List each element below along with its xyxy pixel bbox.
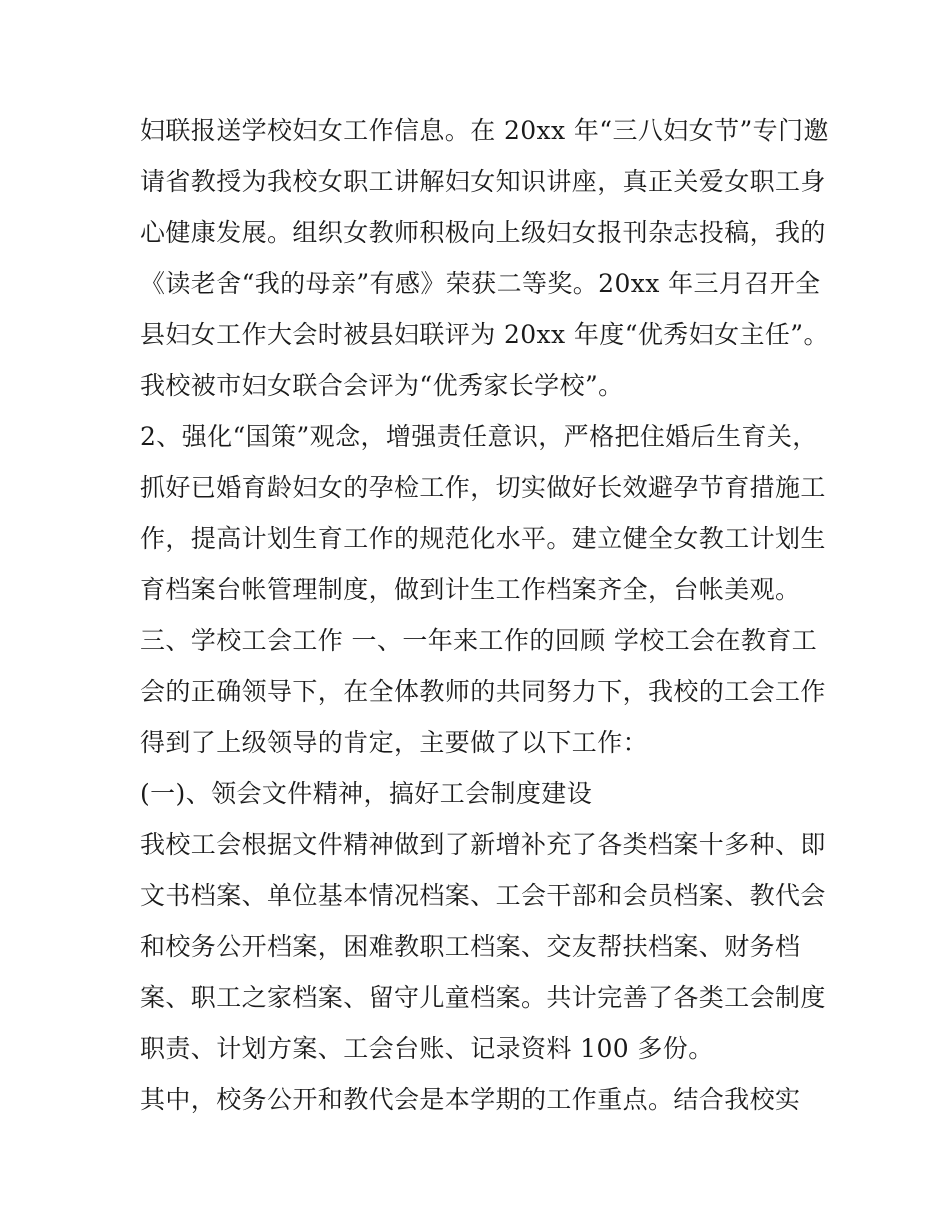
text-line: 我校工会根据文件精神做到了新增补充了各类档案十多种、即 xyxy=(140,830,826,859)
text-line: 《读老舍“我的母亲”有感》荣获二等奖。20xx 年三月召开全 xyxy=(140,269,821,298)
document-body xyxy=(140,112,830,1132)
text-line: 我校被市妇女联合会评为“优秀家长学校”。 xyxy=(140,371,624,400)
text-line: 县妇女工作大会时被县妇联评为 20xx 年度“优秀妇女主任”。 xyxy=(140,320,829,349)
section-heading: (一)、领会文件精神，搞好工会制度建设 xyxy=(140,779,593,808)
text-line: 职责、计划方案、工会台账、记录资料 100 多份。 xyxy=(140,1034,714,1063)
text-line: 文书档案、单位基本情况档案、工会干部和会员档案、教代会 xyxy=(140,881,826,910)
text-line: 其中，校务公开和教代会是本学期的工作重点。结合我校实 xyxy=(140,1085,801,1114)
text-line: 案、职工之家档案、留守儿童档案。共计完善了各类工会制度 xyxy=(140,983,826,1012)
text-line: 作，提高计划生育工作的规范化水平。建立健全女教工计划生 xyxy=(140,524,826,553)
text-line: 妇联报送学校妇女工作信息。在 20xx 年“三八妇女节”专门邀 xyxy=(140,116,829,145)
text-line: 和校务公开档案，困难教职工档案、交友帮扶档案、财务档 xyxy=(140,932,801,961)
text-line: 请省教授为我校女职工讲解妇女知识讲座，真正关爱女职工身 xyxy=(140,167,826,196)
text-line: 会的正确领导下，在全体教师的共同努力下，我校的工会工作 xyxy=(140,677,826,706)
text-line: 得到了上级领导的肯定，主要做了以下工作： xyxy=(140,728,649,757)
text-line: 育档案台帐管理制度，做到计生工作档案齐全，台帐美观。 xyxy=(140,575,801,604)
text-line: 心健康发展。组织女教师积极向上级妇女报刊杂志投稿，我的 xyxy=(140,218,826,247)
text-line: 2、强化“国策”观念，增强责任意识，严格把住婚后生育关， xyxy=(140,422,818,451)
text-line: 抓好已婚育龄妇女的孕检工作，切实做好长效避孕节育措施工 xyxy=(140,473,826,502)
text-line: 三、学校工会工作 一、一年来工作的回顾 学校工会在教育工 xyxy=(140,626,818,655)
